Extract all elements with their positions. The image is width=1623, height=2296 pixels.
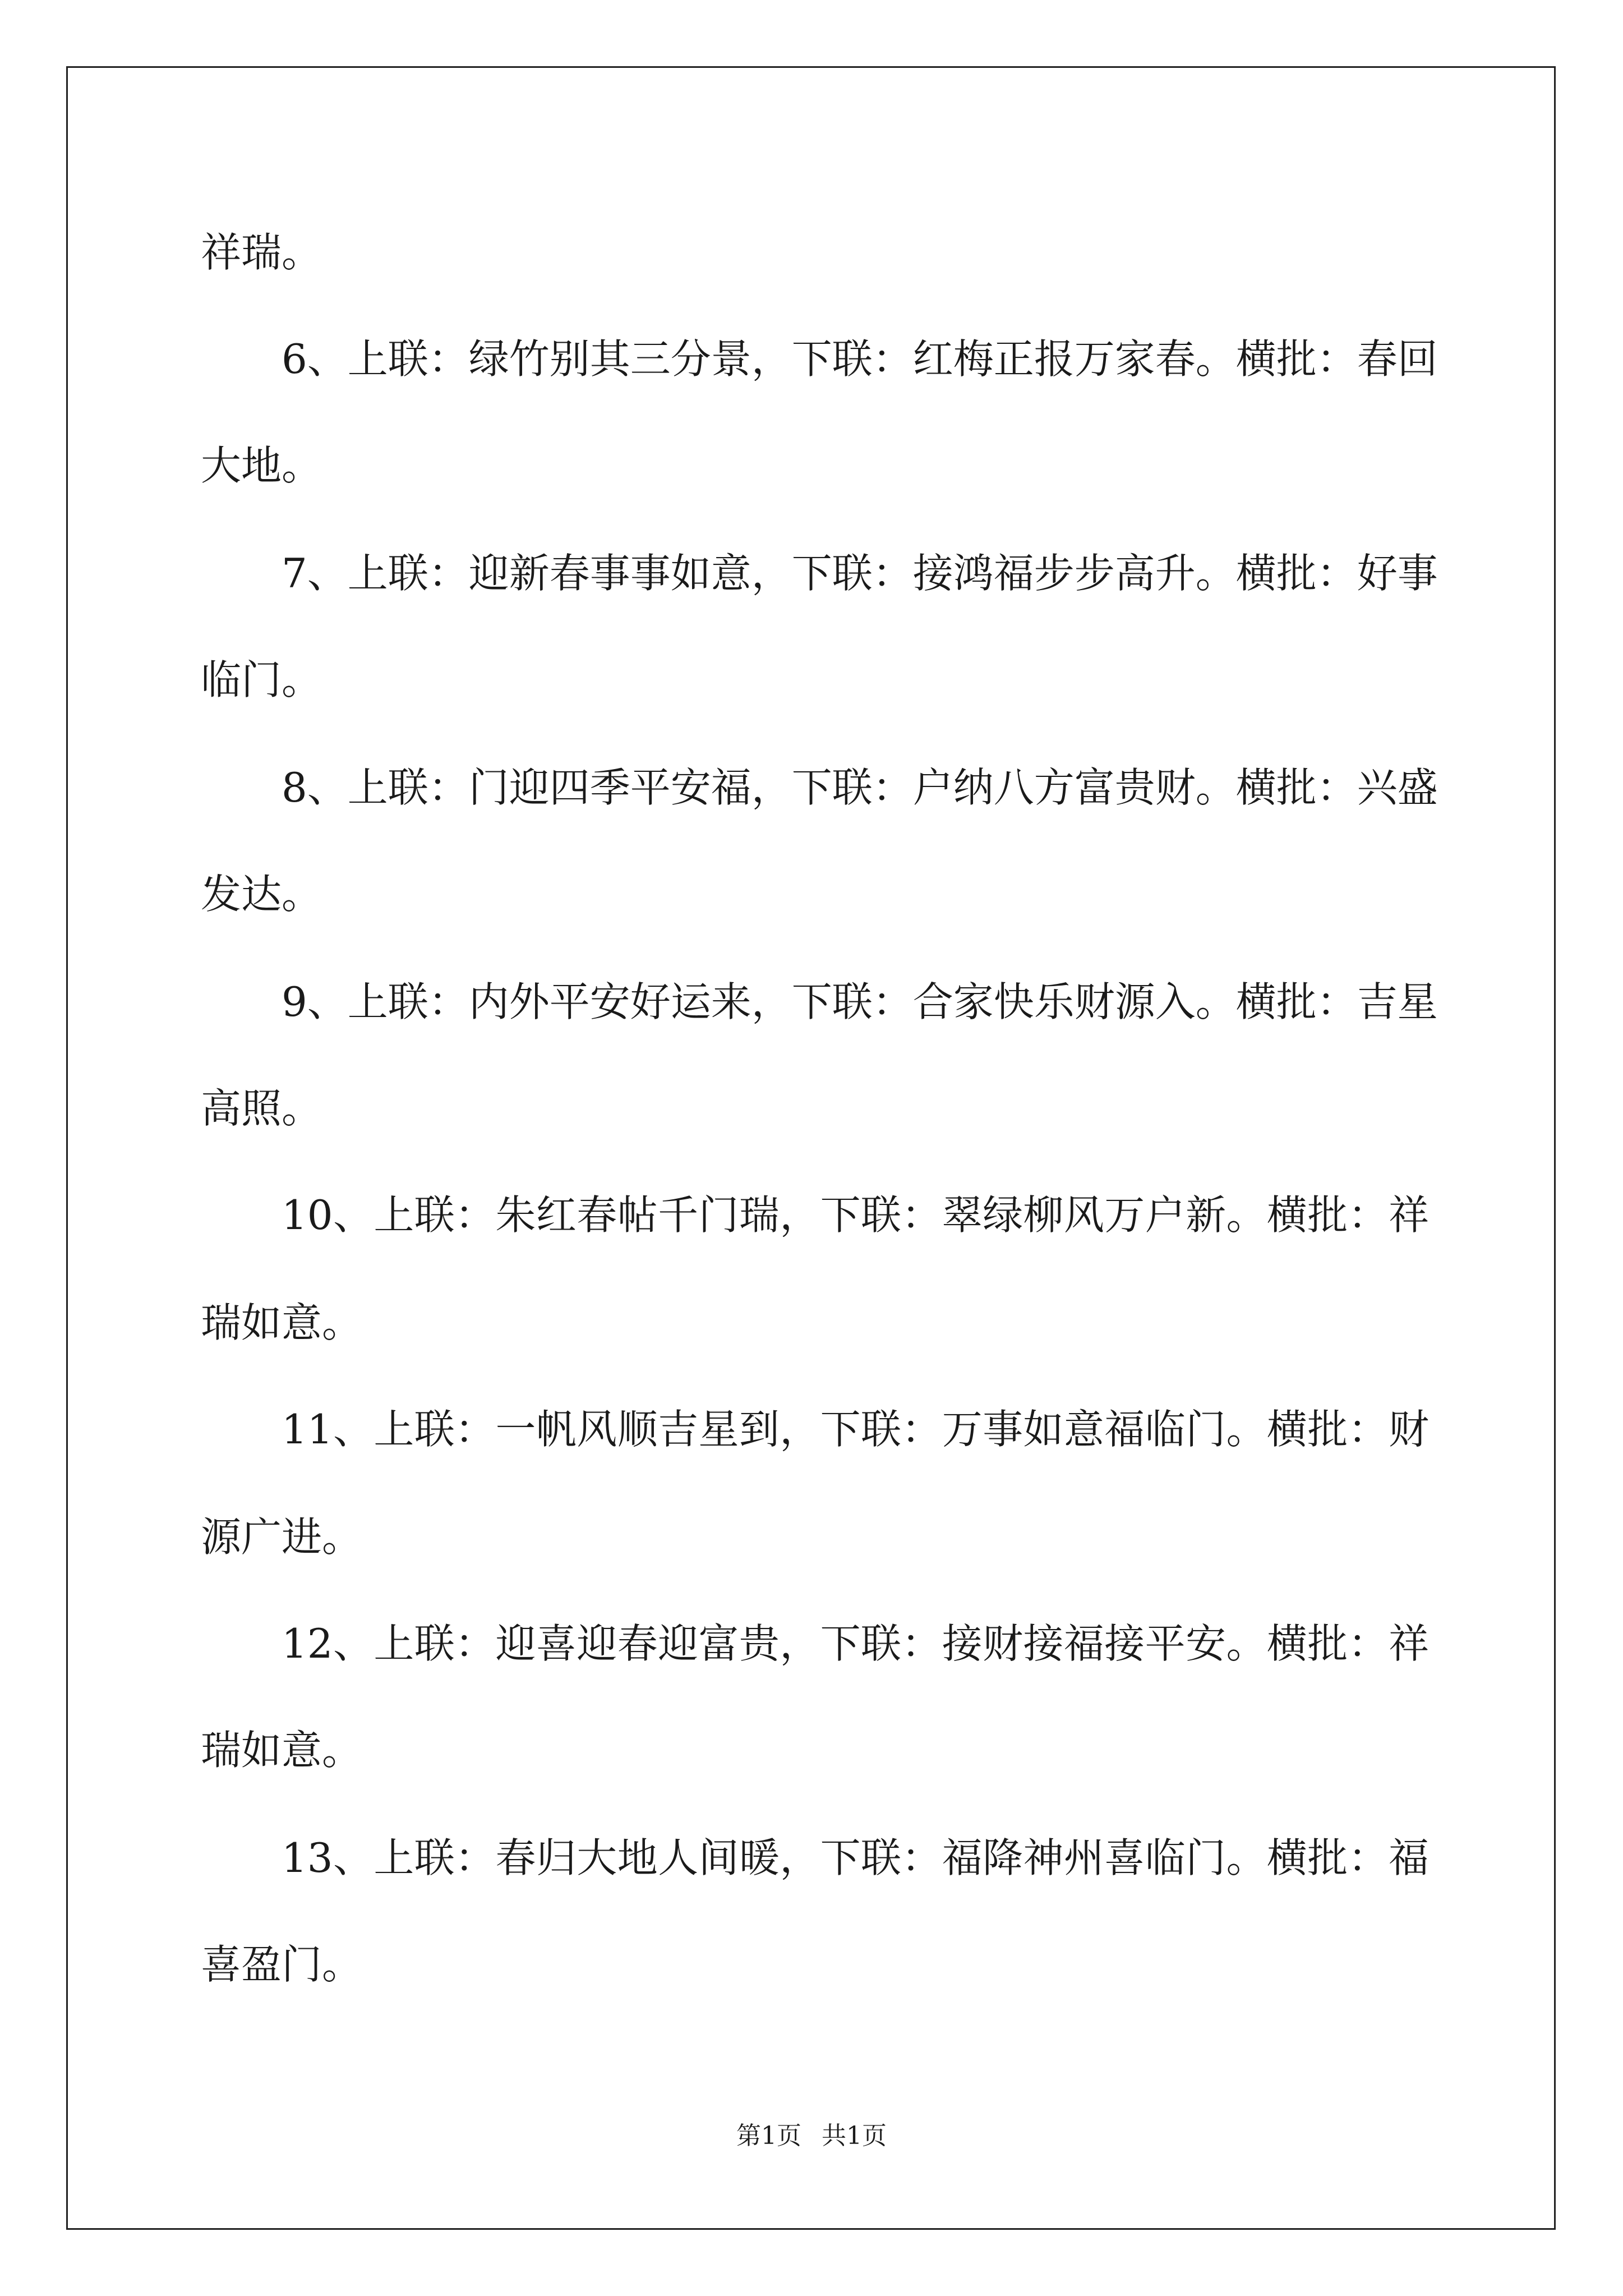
page-number: 第1页 — [736, 2122, 801, 2150]
paragraph-line: 9、上联：内外平安好运来，下联：合家快乐财源入。横批：吉星 — [282, 978, 1438, 1025]
paragraph-line: 7、上联：迎新春事事如意，下联：接鸿福步步高升。横批：好事 — [282, 550, 1438, 597]
text-line: 临门。 — [201, 656, 322, 703]
text-line: 大地。 — [201, 442, 322, 489]
text-line: 瑞如意。 — [201, 1727, 363, 1774]
paragraph-line: 10、上联：朱红春帖千门瑞，下联：翠绿柳风万户新。横批：祥 — [282, 1191, 1429, 1239]
text-line: 高照。 — [201, 1085, 322, 1132]
paragraph-line: 13、上联：春归大地人间暖，下联：福降神州喜临门。横批：福 — [282, 1834, 1429, 1881]
paragraph-line: 6、上联：绿竹别其三分景，下联：红梅正报万家春。横批：春回 — [282, 335, 1438, 383]
text-line: 喜盈门。 — [201, 1941, 363, 1988]
paragraph-line: 8、上联：门迎四季平安福，下联：户纳八方富贵财。横批：兴盛 — [282, 764, 1438, 811]
page-count: 共1页 — [822, 2122, 887, 2150]
text-line: 祥瑞。 — [201, 229, 322, 276]
text-line: 瑞如意。 — [201, 1299, 363, 1346]
text-line: 发达。 — [201, 871, 322, 918]
page-footer — [0, 2119, 1623, 2153]
text-line: 源广进。 — [201, 1513, 363, 1561]
paragraph-line: 11、上联：一帆风顺吉星到，下联：万事如意福临门。横批：财 — [282, 1406, 1429, 1453]
paragraph-line: 12、上联：迎喜迎春迎富贵，下联：接财接福接平安。横批：祥 — [282, 1620, 1429, 1667]
